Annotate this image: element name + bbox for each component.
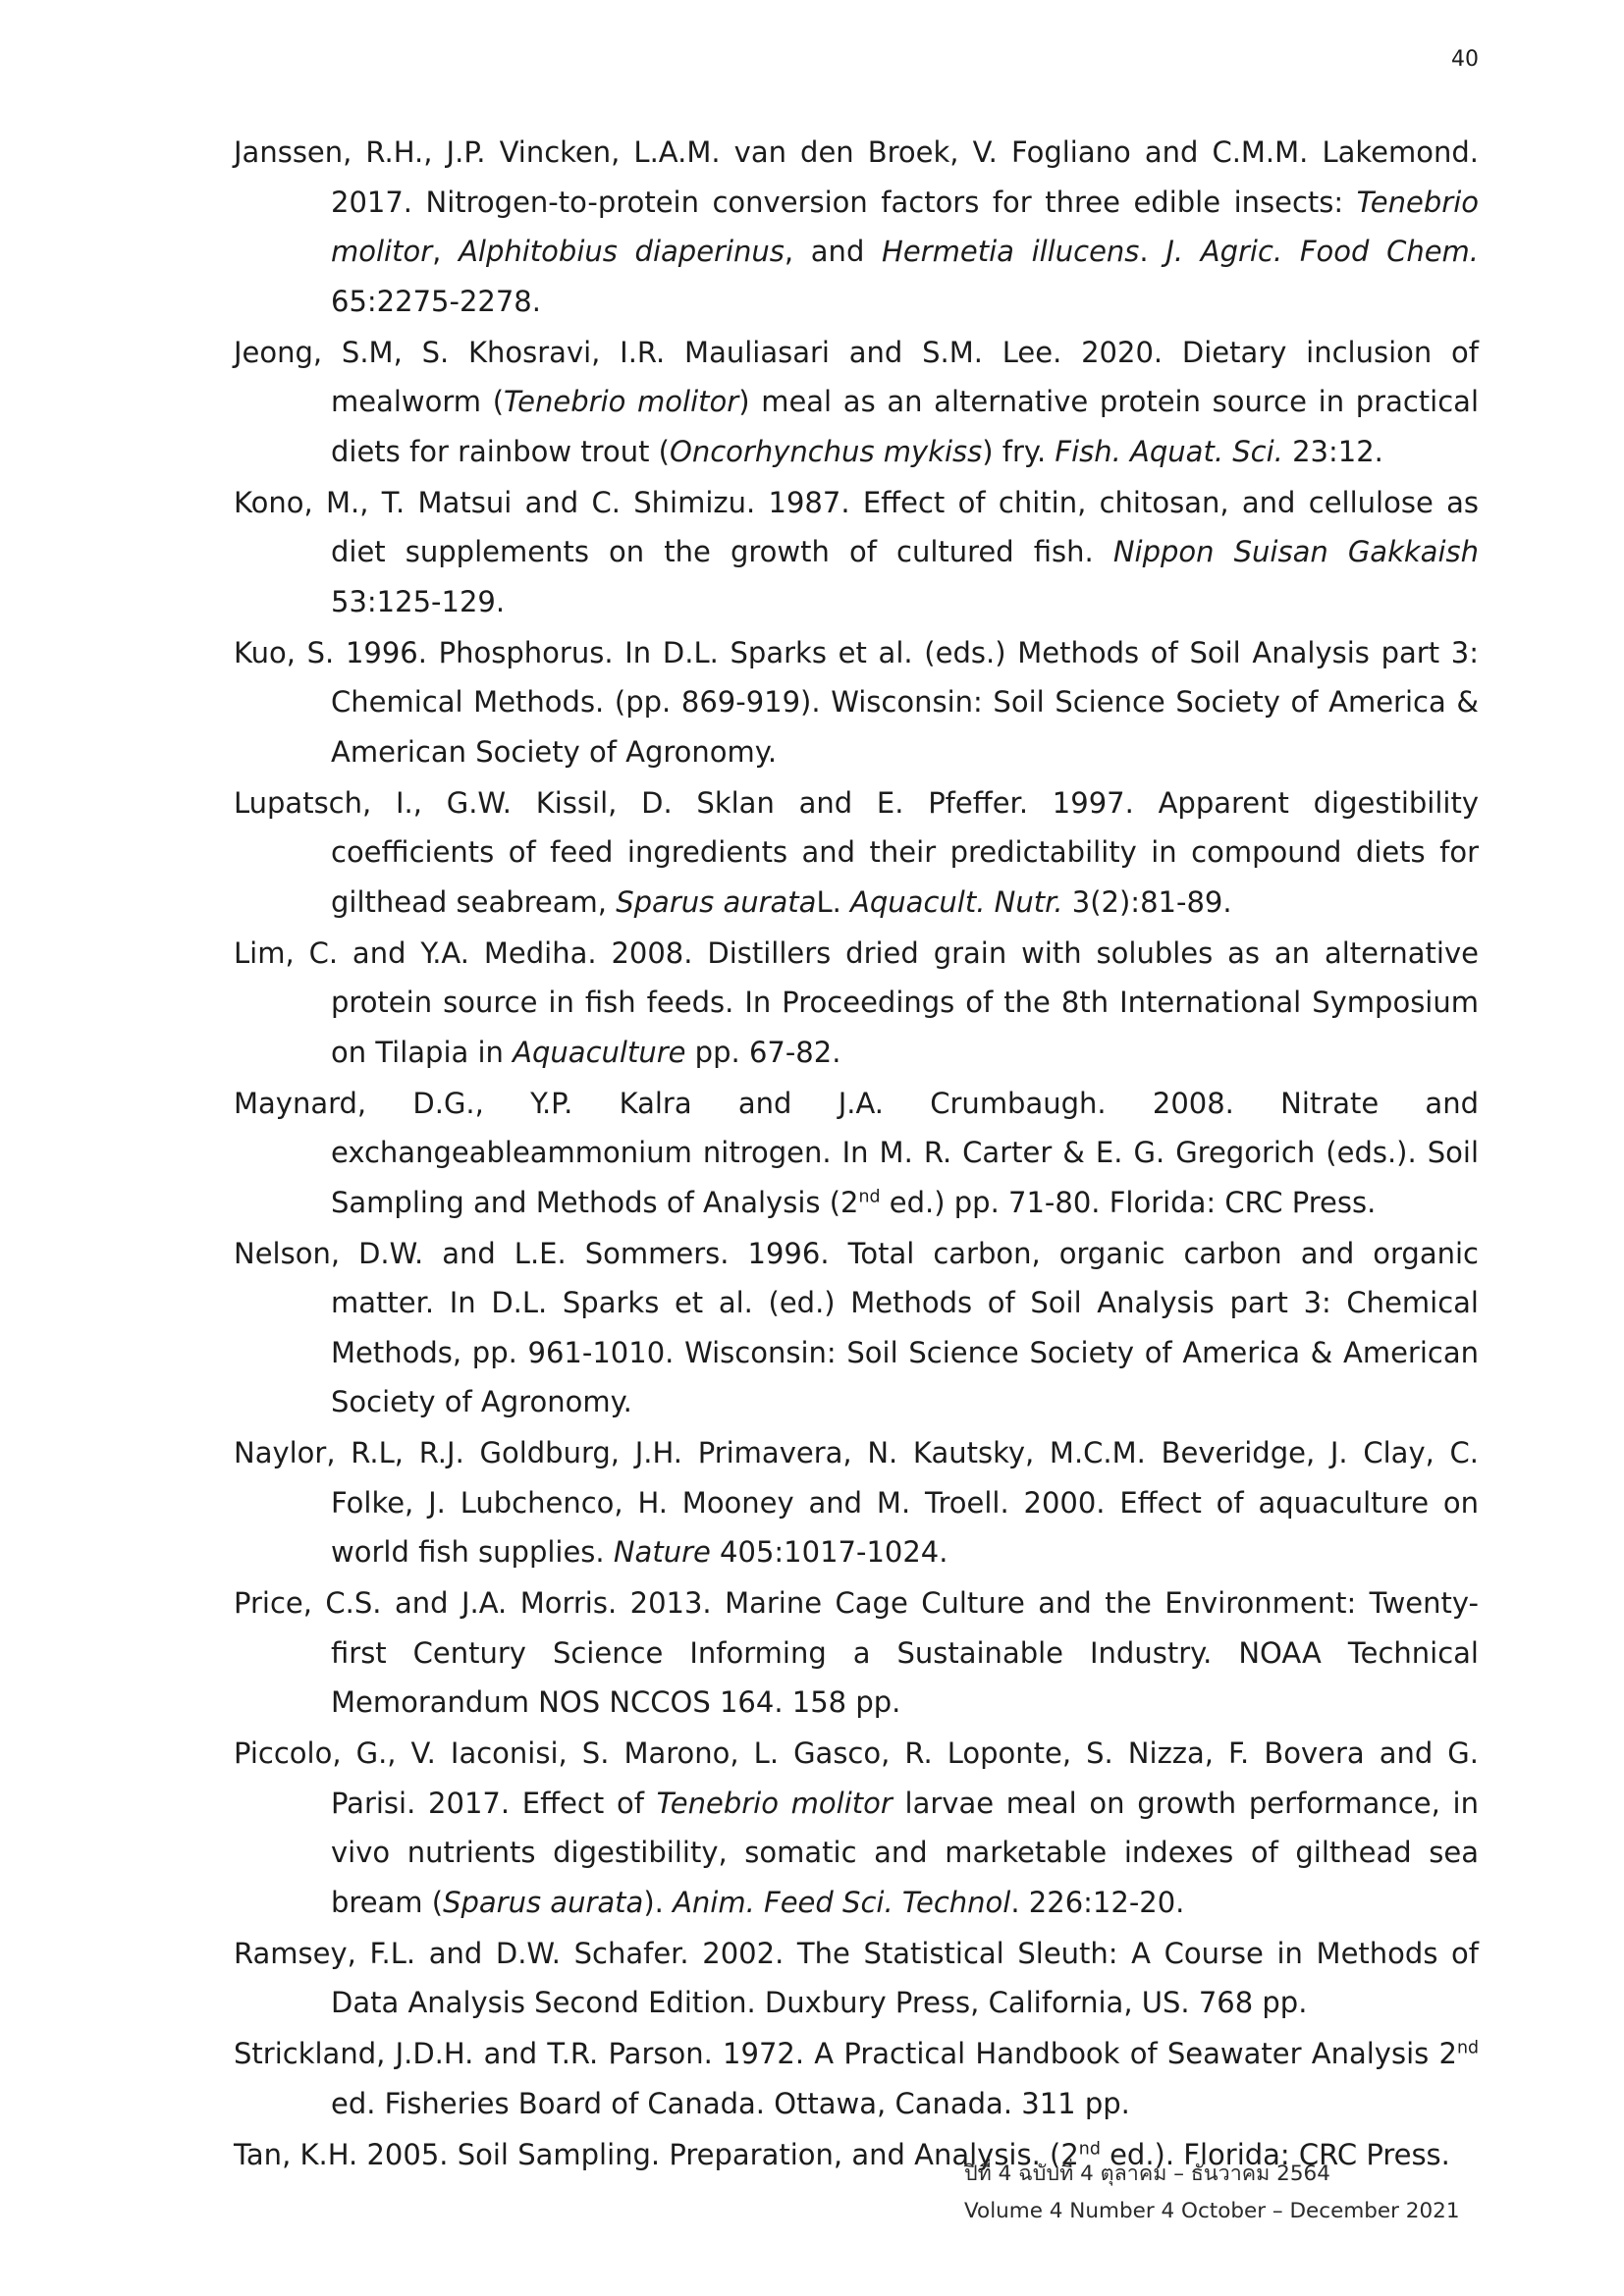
footer-thai-line: ปีที่ 4 ฉบับที่ 4 ตุลาคม – ธันวาคม 2564	[964, 2162, 1330, 2186]
reference-entry	[234, 778, 1479, 928]
reference-text: 3(2):81-89.	[1062, 884, 1232, 919]
reference-entry	[234, 929, 1479, 1078]
reference-text: Piccolo, G., V. Iaconisi, S. Marono, L. Gasco, R. Loponte, S. Nizza, F. Bovera and G. Parisi. 2017. Effect of	[234, 1736, 1479, 1820]
reference-text: 23:12.	[1282, 434, 1383, 468]
reference-text: Lupatsch, I., G.W. Kissil, D. Sklan and E. Pfeffer. 1997. Apparent digestibility coefficients of feed ingredients and their predictability in compound diets for gilthead seabream,	[234, 785, 1479, 919]
reference-text: Janssen, R.H., J.P. Vincken, L.A.M. van den Broek, V. Fogliano and C.M.M. Lakemond. 2017. Nitrogen-to-protein conversion factors for three edible insects:	[234, 135, 1479, 219]
reference-text: L.	[816, 884, 851, 919]
reference-italic-text: Tenebrio molitor	[331, 185, 1479, 268]
reference-entry	[234, 628, 1479, 777]
reference-italic-text: Nippon Suisan Gakkaish	[1112, 535, 1479, 568]
reference-text: 405:1017-1024.	[710, 1535, 948, 1569]
reference-entry	[234, 1929, 1479, 2028]
reference-text: 53:125-129.	[331, 584, 506, 618]
reference-entry	[234, 1229, 1479, 1427]
reference-entry	[234, 328, 1479, 477]
reference-italic-text: Sparus aurata	[616, 884, 817, 919]
reference-entry	[234, 128, 1479, 326]
reference-entry	[234, 478, 1479, 627]
reference-italic-text: Hermetia illucens	[882, 235, 1140, 268]
reference-text: larvae meal on growth performance, in vivo nutrients digestibility, somatic and marketable indexes of gilthead sea bream (	[331, 1786, 1479, 1919]
reference-text: Lim, C. and Y.A. Mediha. 2008. Distillers dried grain with solubles as an alternative protein source in fish feeds. In Proceedings of the 8th International Symposium on Tilapia in	[234, 935, 1479, 1069]
reference-superscript: nd	[1078, 2138, 1101, 2159]
reference-text: Jeong, S.M, S. Khosravi, I.R. Mauliasari and S.M. Lee. 2020. Dietary inclusion of mealworm (	[234, 335, 1479, 418]
reference-list	[234, 128, 1479, 2181]
reference-text: Kuo, S. 1996. Phosphorus. In D.L. Sparks et al. (eds.) Methods of Soil Analysis part 3: Chemical Methods. (pp. 869-919). Wisconsin: Soil Science Society of America & American Society of Agronomy.	[234, 635, 1479, 769]
reference-text: Maynard, D.G., Y.P. Kalra and J.A. Crumbaugh. 2008. Nitrate and exchangeableammonium nitrogen. In M. R. Carter & E. G. Gregorich (eds.). Soil Sampling and Methods of Analysis (2	[234, 1086, 1479, 1219]
reference-text: ) fry.	[982, 434, 1056, 468]
reference-text: pp. 67-82.	[685, 1035, 841, 1069]
page-number: 40	[1451, 47, 1479, 72]
reference-text: , and	[784, 235, 883, 268]
reference-entry	[234, 1428, 1479, 1577]
reference-text: Nelson, D.W. and L.E. Sommers. 1996. Total carbon, organic carbon and organic matter. In D.L. Sparks et al. (ed.) Methods of Soil Analysis part 3: Chemical Methods, pp. 961-1010. Wisconsin: Soil Science Society of America & American Society of Agronomy.	[234, 1236, 1479, 1418]
reference-entry	[234, 2029, 1479, 2128]
reference-italic-text: Nature	[613, 1535, 711, 1569]
reference-text: ed. Fisheries Board of Canada. Ottawa, Canada. 311 pp.	[331, 2086, 1130, 2120]
reference-italic-text: Tenebrio molitor	[656, 1786, 893, 1820]
reference-entry	[234, 1729, 1479, 1927]
reference-superscript: nd	[858, 1186, 881, 1206]
journal-footer	[964, 2156, 1460, 2230]
reference-text: ) meal as an alternative protein source in practical diets for rainbow trout (	[331, 385, 1480, 468]
footer-english-line: Volume 4 Number 4 October – December 2021	[964, 2199, 1460, 2223]
reference-italic-text: Sparus aurata	[443, 1885, 644, 1919]
reference-text: Ramsey, F.L. and D.W. Schafer. 2002. The Statistical Sleuth: A Course in Methods of Data Analysis Second Edition. Duxbury Press, California, US. 768 pp.	[234, 1936, 1479, 2019]
reference-text: Strickland, J.D.H. and T.R. Parson. 1972. A Practical Handbook of Seawater Analysis 2	[234, 2037, 1457, 2070]
reference-italic-text: Aquaculture	[513, 1035, 686, 1069]
reference-entry	[234, 1079, 1479, 1228]
reference-italic-text: Anim. Feed Sci. Technol	[673, 1885, 1011, 1919]
reference-text: ed.) pp. 71-80. Florida: CRC Press.	[880, 1185, 1377, 1219]
reference-superscript: nd	[1456, 2038, 1479, 2058]
reference-text: . 226:12-20.	[1010, 1885, 1185, 1919]
reference-italic-text: Alphitobius diaperinus	[459, 235, 785, 268]
reference-italic-text: J. Agric. Food Chem.	[1165, 235, 1480, 268]
reference-text: ed.). Florida: CRC Press.	[1100, 2137, 1450, 2171]
reference-text: Naylor, R.L, R.J. Goldburg, J.H. Primavera, N. Kautsky, M.C.M. Beveridge, J. Clay, C. Folke, J. Lubchenco, H. Mooney and M. Troell. 2000. Effect of aquaculture on world fish supplies.	[234, 1436, 1479, 1569]
reference-text: 65:2275-2278.	[331, 284, 541, 318]
reference-italic-text: Aquacult. Nutr.	[850, 884, 1063, 919]
reference-text: ,	[432, 235, 460, 268]
reference-text: .	[1139, 235, 1166, 268]
reference-text: Kono, M., T. Matsui and C. Shimizu. 1987. Effect of chitin, chitosan, and cellulose as diet supplements on the growth of cultured fish.	[234, 485, 1479, 568]
reference-text: Price, C.S. and J.A. Morris. 2013. Marine Cage Culture and the Environment: Twenty-first Century Science Informing a Sustainable Industry. NOAA Technical Memorandum NOS NCCOS 164. 158 pp.	[234, 1586, 1479, 1719]
reference-italic-text: Tenebrio molitor	[504, 385, 739, 418]
reference-text: Tan, K.H. 2005. Soil Sampling. Preparation, and Analysis. (2	[234, 2137, 1079, 2171]
reference-entry	[234, 1578, 1479, 1728]
reference-text: ).	[643, 1885, 674, 1919]
reference-italic-text: Fish. Aquat. Sci.	[1055, 434, 1283, 468]
reference-italic-text: Oncorhynchus mykiss	[670, 434, 983, 468]
